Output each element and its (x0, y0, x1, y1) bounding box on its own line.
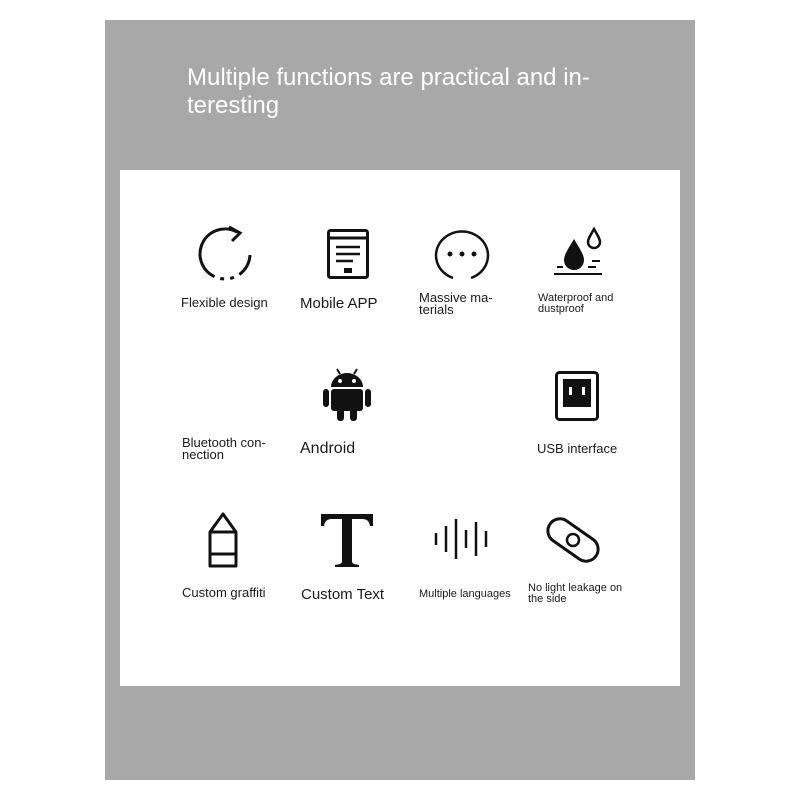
device-pill-icon (543, 512, 603, 568)
refresh-icon (196, 224, 254, 280)
chat-dots-icon (433, 228, 491, 282)
android-icon (323, 367, 371, 421)
feature-label: USB interface (537, 441, 618, 456)
feature-label: Mobile APP (300, 295, 378, 312)
water-drops-icon (552, 229, 606, 277)
headline-line-2: teresting (187, 92, 280, 119)
feature-label-line-2: nection (182, 447, 224, 462)
phone-app-icon (327, 229, 369, 279)
feature-label-line-2: terials (419, 302, 454, 317)
feature-label-line-1: Waterproof and (538, 292, 614, 304)
feature-label-line-1: No light leakage on (528, 582, 623, 594)
feature-label-line-2: dustproof (538, 303, 584, 315)
sound-wave-icon (434, 518, 494, 560)
feature-label-line-2: the side (528, 593, 567, 605)
feature-label: Multiple languages (419, 588, 511, 600)
feature-label: Android (300, 440, 356, 457)
usb-port-icon (555, 371, 599, 421)
feature-label: Flexible design (181, 295, 268, 310)
feature-label-line-1: Bluetooth con- (182, 435, 266, 450)
text-t-icon (319, 512, 375, 568)
feature-label-line-1: Massive ma- (419, 290, 493, 305)
headline (187, 64, 627, 120)
feature-label: Custom graffiti (182, 585, 266, 600)
pencil-icon (207, 512, 239, 568)
feature-label: Custom Text (301, 586, 385, 603)
headline-line-1: Multiple functions are practical and in- (187, 64, 590, 91)
